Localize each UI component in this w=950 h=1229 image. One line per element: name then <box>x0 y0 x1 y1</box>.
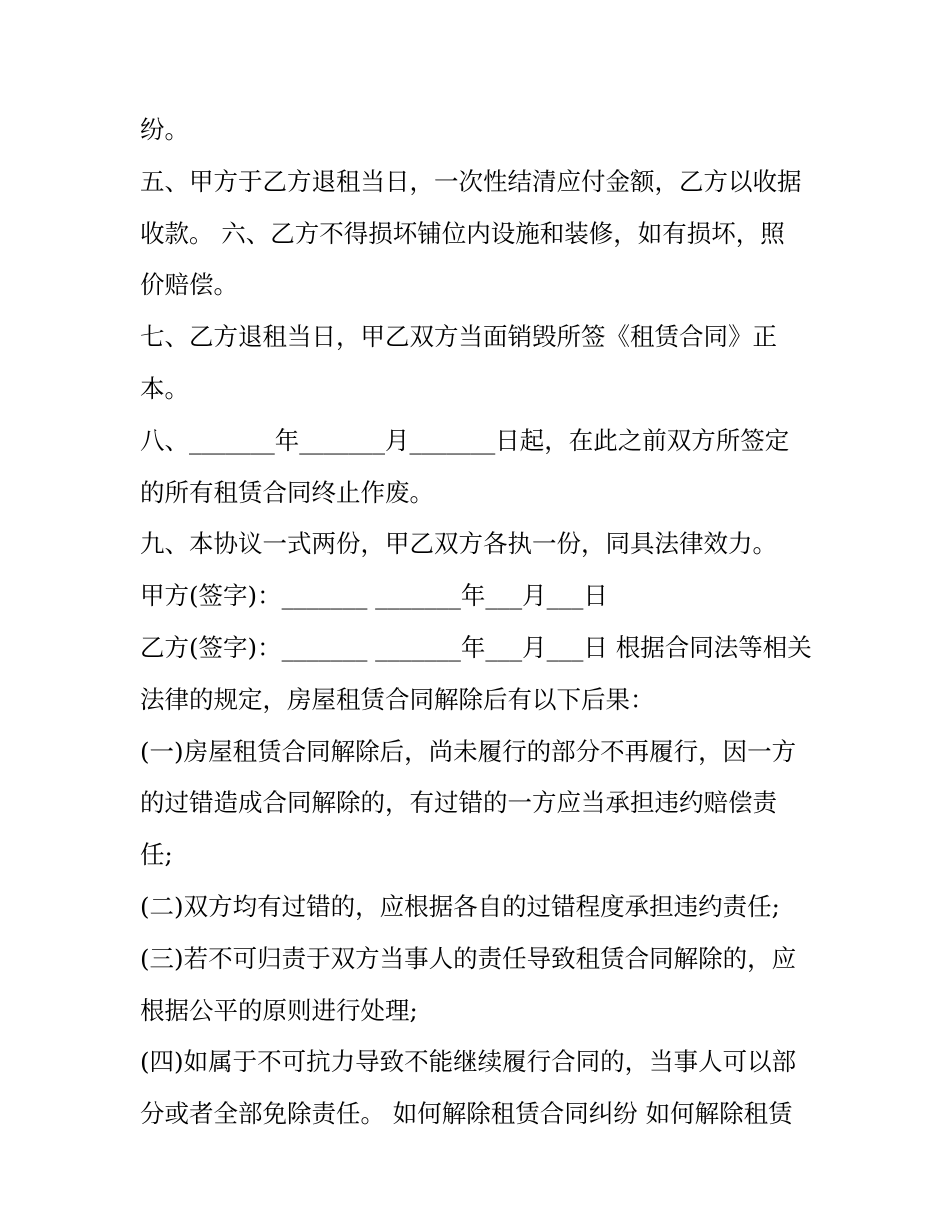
text-line: 收款。 六、乙方不得损坏铺位内设施和装修，如有损坏，照 <box>140 218 785 248</box>
text-line: 分或者全部免除责任。 如何解除租赁合同纠纷 如何解除租赁 <box>140 1099 793 1129</box>
text-line: 根据公平的原则进行处理; <box>140 995 418 1025</box>
signature-line-party-a: 甲方(签字)：_______ _______年___月___日 <box>140 581 608 611</box>
text-line: (三)若不可归责于双方当事人的责任导致租赁合同解除的，应 <box>140 943 797 973</box>
text-line: 法律的规定，房屋租赁合同解除后有以下后果： <box>140 684 655 714</box>
text-line: 九、本协议一式两份，甲乙双方各执一份，同具法律效力。 <box>140 529 777 559</box>
text-line: 的所有租赁合同终止作废。 <box>140 477 434 507</box>
text-line: (二)双方均有过错的，应根据各自的过错程度承担违约责任; <box>140 891 780 921</box>
text-line: 七、乙方退租当日，甲乙双方当面销毁所签《租赁合同》正 <box>140 322 777 352</box>
text-line: 纷。 <box>140 115 189 144</box>
document-body <box>140 104 820 1140</box>
text-line: 本。 <box>140 373 189 403</box>
text-line: (四)如属于不可抗力导致不能继续履行合同的，当事人可以部 <box>140 1047 797 1077</box>
text-line: 的过错造成合同解除的，有过错的一方应当承担违约赔偿责 <box>140 788 777 818</box>
text-line: (一)房屋租赁合同解除后，尚未履行的部分不再履行，因一方 <box>140 736 797 766</box>
text-line: 任; <box>140 840 173 870</box>
signature-line-party-b: 乙方(签字)：_______ _______年___月___日 根据合同法等相关 <box>140 632 812 662</box>
text-line: 价赔偿。 <box>140 270 238 300</box>
text-line: 八、_______年_______月_______日起，在此之前双方所签定 <box>140 425 790 455</box>
text-line: 五、甲方于乙方退租当日，一次性结清应付金额，乙方以收据 <box>140 166 802 196</box>
